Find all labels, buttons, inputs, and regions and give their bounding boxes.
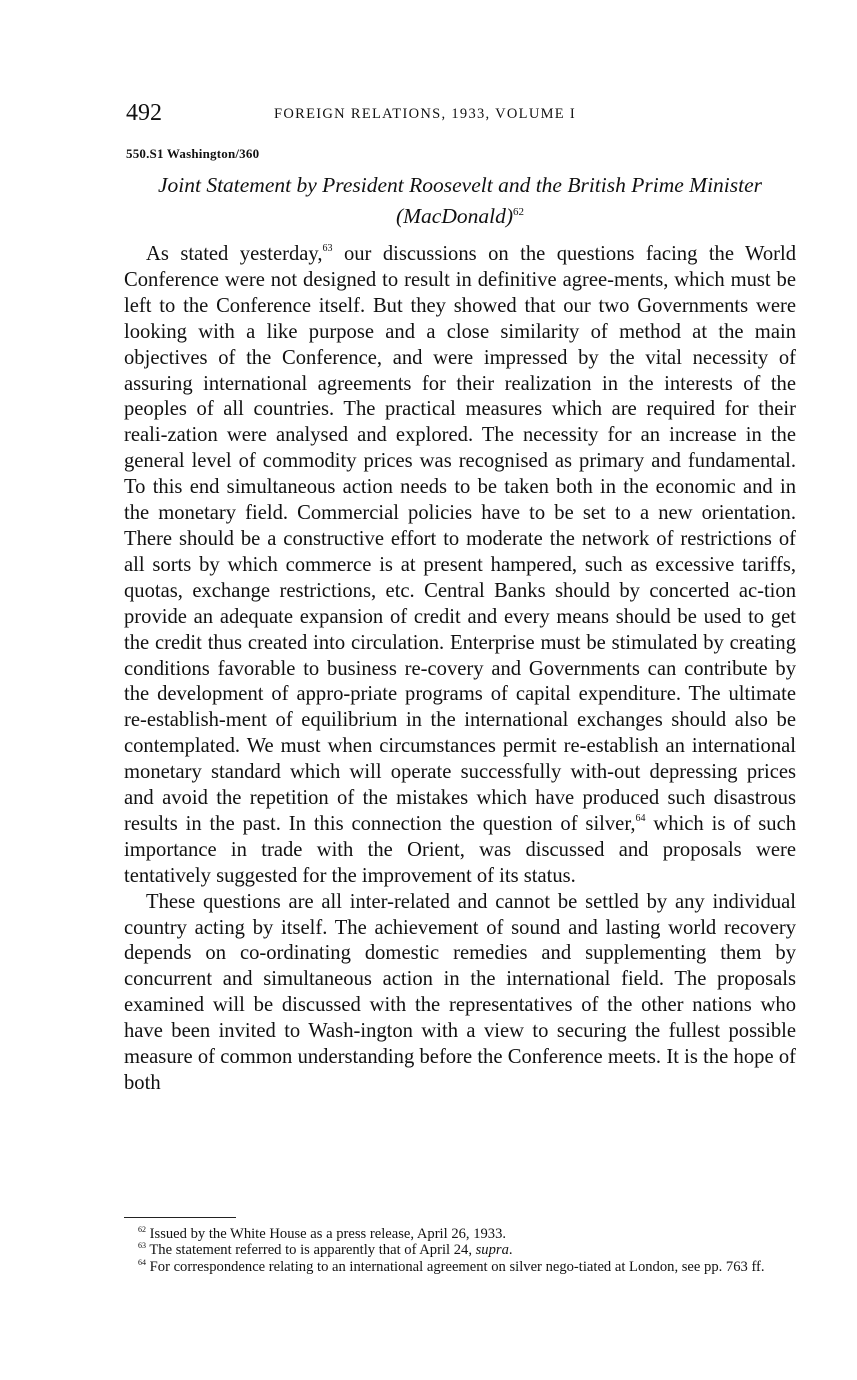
footnote-tail: .	[508, 1242, 513, 1259]
footnote-number: 63	[138, 1241, 146, 1251]
paragraph-1	[124, 242, 796, 890]
footnotes	[124, 1226, 796, 1275]
document-title	[124, 172, 796, 230]
file-reference: 550.S1 Washington/360	[126, 146, 260, 161]
footnote-number: 62	[138, 1225, 146, 1234]
paragraph-1-part-2: our discussions on the questions facing the World Conference were not designed to result in definitive agree-ments, which must be left to the Conference itself. But they showed that our two Governments were looking with a like purpose and a close similarity of method at the main objectives of the Conference, and were impressed by the vital necessity of assuring international agreements for their realization in the interests of the peoples of all countries. The practical measures which are required for their reali-zation were analysed and explored. The necessity for an increase in the general level of commodity prices was recognised as primary and fundamental. To this end simultaneous action needs to be taken both in the economic and in the monetary field. Commercial policies have to be set to a new orientation. There should be a constructive effort to moderate the network of restrictions of all sorts by which commerce is at present hampered, such as excessive tariffs, quotas, exchange restrictions, etc. Central Banks should by concerted ac-tion provide an adequate expansion of credit and every means should be used to get the credit thus created into circulation. Enterprise must be stimulated by creating conditions favorable to business re-covery and Governments can contribute by the development of appro-priate programs of capital expenditure. The ultimate re-establish-ment of equilibrium in the international exchanges should also be contemplated. We must when circumstances permit re-establish an international monetary standard which will operate successfully with-out depressing prices and avoid the repetition of the mistakes which have produced such disastrous results in the past. In this connection the question of silver,	[124, 243, 796, 835]
footnote-ref-64: 64	[635, 812, 646, 824]
footnote-62	[124, 1226, 796, 1242]
footnote-text: Issued by the White House as a press release, April 26, 1933.	[149, 1226, 507, 1242]
paragraph-1-part-3: which is of such importance in trade with the Orient, was discussed and proposals were tentatively suggested for the improvement of its status.	[124, 812, 797, 887]
statement-body	[124, 242, 796, 1097]
footnote-ref-63: 63	[322, 243, 333, 254]
footnote-63	[124, 1242, 796, 1258]
paragraph-2: These questions are all inter-related and cannot be settled by any individual country acting by itself. The achievement of sound and lasting world recovery depends on co-ordinating domestic remedies and supplementing them by concurrent and simultaneous action in the international field. The proposals examined will be discussed with the representatives of the other nations who have been invited to Wash-ington with a view to securing the fullest possible measure of common understanding before the Conference meets. It is the hope of both	[124, 890, 796, 1094]
footnote-text: For correspondence relating to an international agreement on silver nego-tiated at London, see pp. 763 ff.	[149, 1258, 765, 1275]
paragraph-1-part-1: As stated yesterday,	[146, 243, 323, 265]
footnote-64	[124, 1259, 796, 1275]
footnote-emphasis: supra	[475, 1242, 509, 1259]
footnote-number: 64	[138, 1257, 146, 1267]
running-header	[124, 98, 796, 128]
running-title: FOREIGN RELATIONS, 1933, VOLUME I	[274, 106, 577, 122]
footnote-divider	[124, 1217, 236, 1218]
document-title-text: Joint Statement by President Roosevelt and the British Prime Minister (MacDonald)	[157, 173, 763, 229]
footnote-ref-62: 62	[513, 206, 525, 218]
footnote-text: The statement referred to is apparently that of April 24,	[149, 1242, 476, 1259]
page-number: 492	[126, 100, 162, 126]
